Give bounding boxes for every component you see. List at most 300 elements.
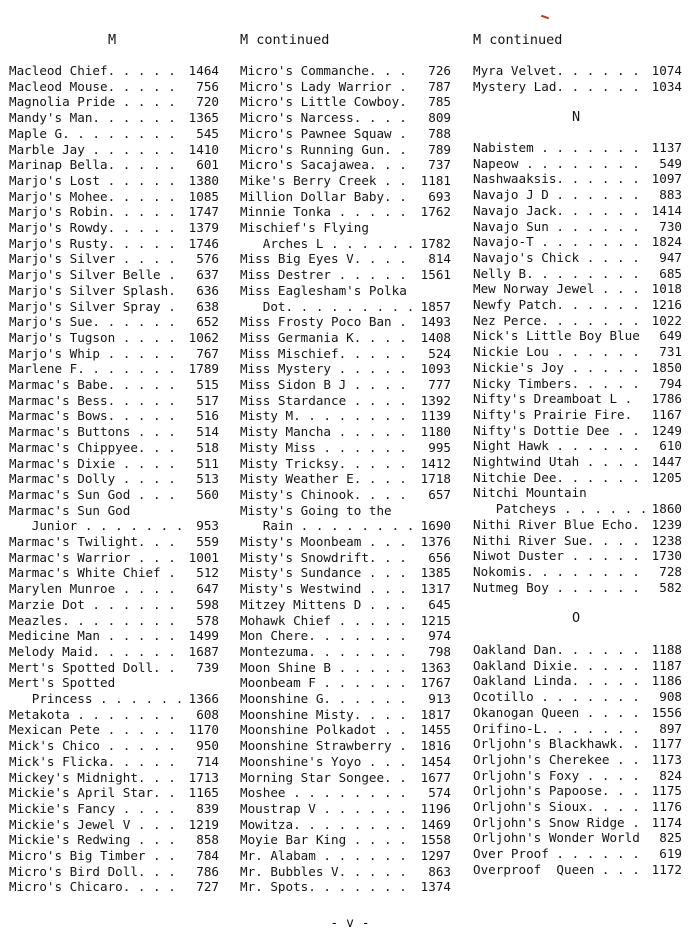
index-entry [9, 204, 219, 220]
index-entry [240, 487, 451, 503]
entry-number: 1408 [420, 329, 451, 345]
entry-number: 1174 [651, 814, 682, 830]
entry-name: Mert's Spotted Doll. . [9, 659, 176, 675]
entry-name: Marmac's Bess. . . . . [9, 392, 176, 408]
index-entry [240, 204, 451, 220]
entry-number: 1454 [420, 753, 451, 769]
entry-number: 897 [659, 720, 682, 736]
entry-number: 1363 [420, 659, 451, 675]
entry-number: 784 [196, 848, 219, 863]
entry-name: Marlene F. . . . . . . [9, 361, 176, 377]
entry-number: 1172 [651, 861, 682, 877]
index-entry [473, 815, 682, 831]
entry-number: 1410 [188, 141, 219, 157]
entry-number: 619 [659, 846, 682, 862]
entry-name: Mert's Spotted [9, 675, 116, 691]
entry-name: Myra Velvet. . . . . . [473, 63, 640, 78]
index-entry [240, 534, 451, 550]
index-entry [9, 581, 219, 597]
entry-number: 1297 [420, 848, 451, 863]
entry-name: Marmac's Buttons . . . [9, 424, 176, 440]
entry-name: Mick's Chico . . . . . [9, 738, 176, 754]
entry-number: 1414 [651, 202, 682, 218]
entry-name: Oakland Linda. . . . . [473, 673, 640, 689]
entry-number: 950 [196, 738, 219, 754]
index-entry [240, 675, 451, 691]
index-entry [240, 220, 451, 236]
entry-name: Navajo Jack. . . . . . [473, 202, 640, 218]
entry-name: Moonshine Misty. . . . [240, 706, 407, 722]
entry-name: Nelly B. . . . . . . . [473, 265, 640, 281]
index-entry [240, 79, 451, 95]
entry-name: Over Proof . . . . . . [473, 846, 640, 862]
entry-number: 637 [196, 267, 219, 283]
entry-number: 515 [196, 377, 219, 392]
index-entry [473, 658, 682, 674]
index-entry [240, 110, 451, 126]
entry-number: 1789 [188, 361, 219, 377]
entry-name: Night Hawk . . . . . . [473, 438, 640, 454]
index-entry [9, 801, 219, 817]
entry-number: 1556 [651, 704, 682, 720]
entry-name: Rain . . . . . . . . [240, 518, 415, 534]
index-entry [240, 456, 451, 472]
index-entry [9, 770, 219, 786]
index-entry [473, 79, 682, 95]
entry-name: Marzie Dot . . . . . . [9, 596, 176, 612]
entry-name: Maple G. . . . . . . . [9, 125, 176, 141]
entry-number: 739 [196, 659, 219, 675]
entry-number: 1001 [188, 549, 219, 565]
entry-number: 1713 [188, 769, 219, 785]
entry-number: 1746 [188, 235, 219, 251]
entry-number: 636 [196, 282, 219, 298]
entry-number: 601 [196, 157, 219, 173]
index-entry [240, 346, 451, 362]
entry-name: Misty's Going to the [240, 502, 392, 518]
entry-number: 1018 [651, 281, 682, 297]
entry-number: 518 [196, 439, 219, 455]
index-entry [473, 830, 682, 846]
entry-name: Million Dollar Baby. . [240, 188, 407, 204]
entry-number: 789 [428, 141, 451, 157]
entry-name: Nitchi Mountain [473, 485, 587, 501]
index-entry [9, 299, 219, 315]
entry-number: 1173 [651, 751, 682, 767]
entry-name: Micro's Lady Warrior . [240, 78, 407, 94]
entry-number: 516 [196, 408, 219, 424]
entry-number: 559 [196, 534, 219, 549]
index-entry [240, 63, 451, 79]
entry-number: 756 [196, 78, 219, 94]
entry-name: Mr. Bubbles V. . . . . [240, 863, 407, 879]
entry-name: Mandy's Man. . . . . . [9, 110, 176, 126]
index-entry [9, 361, 219, 377]
entry-name: Micro's Little Cowboy. [240, 94, 407, 110]
entry-number: 656 [428, 549, 451, 565]
index-entry [473, 281, 682, 297]
entry-name: Misty Weather E. . . . [240, 471, 407, 487]
entry-number: 1022 [651, 312, 682, 328]
entry-name: Niwot Duster . . . . . [473, 548, 640, 564]
entry-name: Mitzey Mittens D . . . [240, 596, 407, 612]
entry-number: 785 [428, 94, 451, 110]
entry-number: 798 [428, 643, 451, 659]
entry-name: Navajo-T . . . . . . . [473, 234, 640, 250]
index-entry [473, 642, 682, 658]
column-heading-m: M [108, 32, 117, 48]
entry-name: Nifty's Dreamboat L . [473, 391, 633, 407]
entry-number: 1374 [420, 879, 451, 895]
index-entry [9, 864, 219, 880]
entry-name: Nithi River Blue Echo. [473, 516, 640, 532]
index-entry [9, 142, 219, 158]
index-entry [240, 267, 451, 283]
entry-name: Micro's Bird Doll. . . [9, 863, 176, 879]
index-entry [473, 705, 682, 721]
entry-name: Misty's Westwind . . . [240, 581, 407, 597]
entry-number: 1097 [651, 171, 682, 187]
index-entry [473, 219, 682, 235]
index-entry [240, 801, 451, 817]
index-entry [473, 297, 682, 313]
entry-number: 1860 [651, 501, 682, 517]
index-entry [473, 673, 682, 689]
index-entry [240, 408, 451, 424]
page-number: - v - [330, 916, 370, 931]
index-entry [473, 203, 682, 219]
entry-number: 1786 [651, 391, 682, 407]
index-entry [473, 517, 682, 533]
entry-name: Mon Chere. . . . . . . [240, 628, 407, 644]
index-entry [9, 440, 219, 456]
entry-name: Nithi River Sue. . . . [473, 532, 640, 548]
entry-number: 1690 [420, 518, 451, 534]
entry-name: Mickie's Jewel V . . . [9, 816, 176, 832]
entry-number: 1165 [188, 785, 219, 801]
entry-name: Marmac's Sun God . . . [9, 486, 176, 502]
entry-number: 1412 [420, 455, 451, 471]
index-entry [9, 157, 219, 173]
entry-name: Moyie Bar King . . . . [240, 832, 407, 848]
entry-number: 1180 [420, 424, 451, 440]
entry-number: 598 [196, 596, 219, 612]
entry-name: Nez Perce. . . . . . . [473, 312, 640, 328]
entry-number: 649 [659, 328, 682, 344]
entry-number: 1379 [188, 220, 219, 235]
entry-name: Mr. Alabam . . . . . . [240, 848, 407, 863]
entry-number: 1219 [188, 816, 219, 832]
index-entry [240, 770, 451, 786]
index-entry [473, 360, 682, 376]
entry-number: 1747 [188, 204, 219, 220]
index-entry [240, 283, 451, 299]
index-entry [473, 721, 682, 737]
entry-name: Oakland Dan. . . . . . [473, 642, 640, 657]
entry-name: Miss Mystery . . . . . [240, 361, 407, 377]
entry-number: 1175 [651, 783, 682, 799]
entry-name: Macleod Mouse. . . . . [9, 78, 176, 94]
entry-name: Marjo's Tugson . . . . [9, 329, 176, 345]
index-entry [240, 722, 451, 738]
entry-name: Newfy Patch. . . . . . [473, 297, 640, 312]
entry-name: Micro's Sacajawea. . . [240, 157, 407, 173]
entry-name: Miss Big Eyes V. . . . [240, 251, 407, 267]
entry-name: Junior . . . . . . . [9, 518, 184, 534]
index-entry [473, 344, 682, 360]
entry-name: Nick's Little Boy Blue [473, 328, 640, 344]
entry-number: 1469 [420, 816, 451, 832]
index-entry [240, 754, 451, 770]
entry-name: Moustrap V . . . . . . [240, 800, 407, 816]
index-entry [9, 848, 219, 864]
entry-number: 947 [659, 249, 682, 265]
index-entry [473, 485, 682, 501]
index-entry [240, 644, 451, 660]
entry-name: Misty's Sundance . . . [240, 565, 407, 581]
index-entry [9, 471, 219, 487]
entry-name: Micro's Chicaro. . . . [9, 879, 176, 895]
entry-number: 714 [196, 753, 219, 769]
entry-number: 1455 [420, 722, 451, 738]
entry-number: 693 [428, 188, 451, 204]
entry-name: Navajo J D . . . . . . [473, 187, 640, 203]
index-entry [473, 736, 682, 752]
entry-number: 794 [659, 375, 682, 391]
entry-name: Marmac's Twilight. . . [9, 534, 176, 549]
entry-number: 814 [428, 251, 451, 267]
index-entry [9, 236, 219, 252]
index-entry [240, 377, 451, 393]
entry-name: Nickie Lou . . . . . . [473, 344, 640, 360]
entry-name: Marinap Bella. . . . . [9, 157, 176, 173]
entry-name: Macleod Chief. . . . . [9, 63, 176, 78]
entry-name: Mexican Pete . . . . . [9, 722, 176, 738]
entry-name: Nutmeg Boy . . . . . . [473, 579, 640, 595]
entry-name: Marjo's Sue. . . . . . [9, 314, 176, 330]
index-entry [473, 63, 682, 79]
entry-name: Marmac's Chippyee. . . [9, 439, 176, 455]
entry-number: 1034 [651, 78, 682, 94]
index-entry [473, 313, 682, 329]
index-entry [9, 832, 219, 848]
entry-number: 513 [196, 471, 219, 487]
index-entry [240, 691, 451, 707]
index-entry [240, 299, 451, 315]
index-entry [9, 393, 219, 409]
entry-number: 1365 [188, 110, 219, 126]
entry-name: Mickey's Midnight. . . [9, 769, 176, 785]
entry-number: 1824 [651, 234, 682, 250]
index-entry [473, 250, 682, 266]
entry-number: 685 [659, 265, 682, 281]
entry-number: 517 [196, 392, 219, 408]
index-entry [9, 754, 219, 770]
entry-name: Marjo's Robin. . . . . [9, 204, 176, 220]
entry-name: Marylen Munroe . . . . [9, 581, 176, 597]
entry-number: 582 [659, 579, 682, 595]
index-entry [9, 660, 219, 676]
entry-number: 1493 [420, 314, 451, 330]
entry-name: Mickie's Redwing . . . [9, 832, 176, 848]
index-entry [9, 691, 219, 707]
entry-name: Okanogan Queen . . . . [473, 704, 640, 720]
entry-name: Marjo's Rowdy. . . . . [9, 220, 176, 235]
entry-name: Minnie Tonka . . . . . [240, 204, 407, 220]
entry-number: 1085 [188, 188, 219, 204]
entry-number: 1718 [420, 471, 451, 487]
entry-number: 1857 [420, 298, 451, 314]
index-entry [9, 738, 219, 754]
index-entry [240, 126, 451, 142]
entry-name: Nifty's Prairie Fire. [473, 406, 633, 422]
entry-name: Orljohn's Sioux. . . . [473, 799, 640, 814]
index-entry [473, 548, 682, 564]
entry-number: 1187 [651, 657, 682, 673]
entry-name: Meazles. . . . . . . . [9, 612, 176, 628]
index-entry [9, 408, 219, 424]
entry-number: 953 [196, 518, 219, 534]
entry-name: Orljohn's Papoose. . . [473, 783, 640, 799]
index-entry [9, 330, 219, 346]
entry-number: 786 [196, 863, 219, 879]
entry-number: 647 [196, 581, 219, 597]
index-entry [473, 438, 682, 454]
entry-number: 1392 [420, 392, 451, 408]
index-entry [240, 314, 451, 330]
index-entry [240, 424, 451, 440]
entry-name: Miss Sidon B J . . . . [240, 377, 407, 392]
entry-name: Orljohn's Snow Ridge . [473, 814, 640, 830]
entry-number: 731 [659, 344, 682, 360]
entry-name: Moonshine Strawberry . [240, 738, 407, 754]
entry-name: Misty's Moonbeam . . . [240, 534, 407, 549]
index-entry [9, 565, 219, 581]
entry-name: Misty M. . . . . . . . [240, 408, 407, 424]
entry-name: Miss Destrer . . . . . [240, 267, 407, 283]
index-entry [240, 330, 451, 346]
entry-name: Overproof Queen . . . [473, 861, 640, 877]
entry-number: 1850 [651, 359, 682, 375]
entry-name: Moshee . . . . . . . . [240, 785, 407, 801]
index-entry [240, 817, 451, 833]
entry-name: Mischief's Flying [240, 220, 369, 235]
index-entry [9, 628, 219, 644]
index-entry [240, 848, 451, 864]
entry-number: 1558 [420, 832, 451, 848]
entry-number: 1380 [188, 172, 219, 188]
entry-name: Mr. Spots. . . . . . . [240, 879, 407, 895]
red-ink-mark [541, 15, 549, 20]
entry-name: Navajo's Chick . . . . [473, 249, 640, 265]
index-entry [473, 533, 682, 549]
entry-name: Nitchie Dee. . . . . . [473, 469, 640, 485]
entry-name: Micro's Pawnee Squaw . [240, 125, 407, 141]
entry-name: Misty Tricksy. . . . . [240, 455, 407, 471]
index-entry [473, 423, 682, 439]
entry-name: Micro's Big Timber . . [9, 848, 176, 863]
section-heading-n: N [572, 109, 581, 125]
index-entry [240, 440, 451, 456]
entry-name: Misty's Snowdrift. . . [240, 549, 407, 565]
index-entry [9, 314, 219, 330]
entry-number: 913 [428, 691, 451, 706]
entry-name: Mohawk Chief . . . . . [240, 612, 407, 628]
entry-name: Mickie's Fancy . . . . [9, 800, 176, 816]
index-entry [473, 752, 682, 768]
entry-name: Moonbeam F . . . . . . [240, 675, 407, 691]
entry-number: 1181 [420, 172, 451, 188]
entry-name: Mickie's April Star. . [9, 785, 176, 801]
index-entry [473, 564, 682, 580]
entry-number: 1385 [420, 565, 451, 581]
entry-number: 809 [428, 110, 451, 126]
entry-name: Marmac's Dixie . . . . [9, 455, 176, 471]
index-entry [9, 518, 219, 534]
index-entry [9, 456, 219, 472]
entry-number: 863 [428, 863, 451, 879]
index-entry [240, 142, 451, 158]
entry-number: 1170 [188, 722, 219, 738]
entry-name: Moon Shine B . . . . . [240, 659, 407, 675]
index-entry [9, 879, 219, 895]
index-entry [240, 597, 451, 613]
entry-number: 1137 [651, 140, 682, 155]
entry-name: Montezuma. . . . . . . [240, 643, 407, 659]
index-entry [473, 783, 682, 799]
index-entry [473, 580, 682, 596]
index-entry [9, 346, 219, 362]
entry-name: Orifino-L. . . . . . . [473, 720, 640, 736]
index-entry [240, 157, 451, 173]
index-entry [9, 613, 219, 629]
entry-number: 1186 [651, 673, 682, 689]
index-entry [240, 613, 451, 629]
index-entry [9, 550, 219, 566]
entry-number: 767 [196, 345, 219, 361]
entry-name: Mike's Berry Creek . . [240, 172, 407, 188]
index-entry [240, 189, 451, 205]
entry-number: 1093 [420, 361, 451, 377]
entry-name: Mick's Flicka. . . . . [9, 753, 176, 769]
entry-number: 974 [428, 628, 451, 644]
entry-name: Princess . . . . . . [9, 691, 184, 706]
entry-number: 1215 [420, 612, 451, 628]
entry-name: Moonshine's Yoyo . . . [240, 753, 407, 769]
index-entry [240, 785, 451, 801]
entry-number: 995 [428, 439, 451, 455]
entry-number: 608 [196, 706, 219, 722]
entry-number: 1782 [420, 235, 451, 251]
index-entry [9, 126, 219, 142]
entry-name: Marjo's Silver . . . . [9, 251, 176, 267]
entry-number: 1376 [420, 534, 451, 549]
section-heading-o: O [572, 610, 581, 626]
entry-number: 1317 [420, 581, 451, 597]
index-entry [240, 251, 451, 267]
entry-name: Marmac's Sun God [9, 502, 131, 518]
entry-name: Patcheys . . . . . . [473, 501, 648, 517]
entry-number: 1139 [420, 408, 451, 424]
entry-name: Nickie's Joy . . . . . [473, 359, 640, 375]
entry-name: Metakota . . . . . . . [9, 706, 176, 722]
entry-number: 560 [196, 486, 219, 502]
entry-number: 1366 [188, 691, 219, 706]
entry-number: 514 [196, 424, 219, 440]
index-entry [9, 173, 219, 189]
entry-name: Miss Mischief. . . . . [240, 345, 407, 361]
entry-name: Mowitza. . . . . . . . [240, 816, 407, 832]
